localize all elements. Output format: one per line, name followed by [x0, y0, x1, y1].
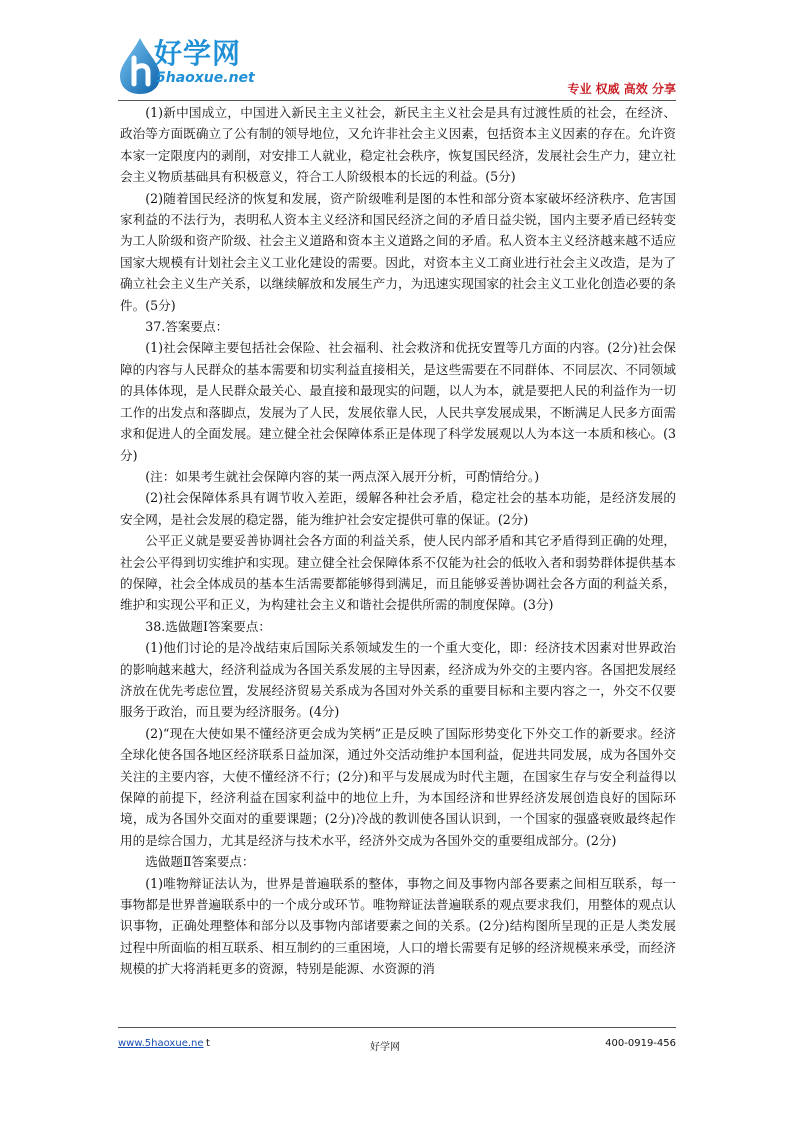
paragraph: (2)随着国民经济的恢复和发展，资产阶级唯利是图的本性和部分资本家破坏经济秩序、危害国家利益的不法行为，表明私人资本主义经济和国民经济之间的矛盾日益尖锐，国内主要矛盾已经转变为工人阶级和资产阶级、社会主义道路和资本主义道路之间的矛盾。私人资本主义经济越来越不适应国家大规模有计划社会主义工业化建设的需要。因此，对资本主义工商业进行社会主义改造，是为了确立社会主义生产关系，以继续解放和发展生产力，为迅速实现国家的社会主义工业化创造必要的条件。(5分)	[120, 190, 676, 313]
page-header	[118, 30, 676, 102]
paragraph: (1)他们讨论的是冷战结束后国际关系领域发生的一个重大变化，即：经济技术因素对世界政治的影响越来越大，经济利益成为各国关系发展的主导因素，经济成为外交的主要内容。各国把发展经济放在优先考虑位置，发展经济贸易关系成为各国对外关系的重要目标和主要内容之一，外交不仅要服务于政治，而且要为经济服务。(4分)	[120, 640, 676, 720]
paragraph: (1)社会保障主要包括社会保险、社会福利、社会救济和优抚安置等几方面的内容。(2分)社会保障的内容与人民群众的基本需要和切实利益直接相关，是这些需要在不同群体、不同层次、不同领域的具体体现，是人民群众最关心、最直接和最现实的问题，以人为本，就是要把人民的利益作为一切工作的出发点和落脚点，发展为了人民，发展依靠人民，人民共享发展成果，不断满足人民多方面需求和促进人的全面发展。建立健全社会保障体系正是体现了科学发展观以人为本这一本质和核心。(3分)	[120, 340, 676, 463]
paragraph: 公平正义就是要妥善协调社会各方面的利益关系，使人民内部矛盾和其它矛盾得到正确的处理，社会公平得到切实维护和实现。建立健全社会保障体系不仅能为社会的低收入者和弱势群体提供基本的保障，社会全体成员的基本生活需要都能够得到满足，而且能够妥善协调社会各方面的利益关系，维护和实现公平和正义，为构建社会主义和谐社会提供所需的制度保障。(3分)	[120, 533, 676, 613]
paragraph: (2)“现在大使如果不懂经济更会成为笑柄”正是反映了国际形势变化下外交工作的新要求。经济全球化使各国各地区经济联系日益加深，通过外交活动维护本国利益，促进共同发展，成为各国外交关注的主要内容，大使不懂经济不行；(2分)和平与发展成为时代主题，在国家生存与安全利益得以保障的前提下，经济利益在国家利益中的地位上升，为本国经济和世界经济发展创造良好的国际环境，成为各国外交面对的重要课题；(2分)冷战的教训使各国认识到，一个国家的强盛衰败最终起作用的是综合国力，尤其是经济与技术水平，经济外交成为各国外交的重要组成部分。(2分)	[120, 725, 676, 848]
site-logo	[118, 30, 258, 100]
header-divider	[118, 100, 676, 101]
section-heading: 选做题Ⅱ答案要点：	[145, 854, 255, 870]
brand-domain: 5haoxue.net	[156, 70, 255, 86]
paragraph: (1)新中国成立，中国进入新民主主义社会，新民主主义社会是具有过渡性质的社会，在经济、政治等方面既确立了公有制的领导地位，又允许非社会主义因素，包括资本主义因素的存在。允许资本家一定限度内的剥削，对安排工人就业，稳定社会秩序，恢复国民经济，发展社会生产力，建立社会主义物质基础具有积极意义，符合工人阶级根本的长远的利益。(5分)	[120, 105, 676, 185]
section-heading: 37.答案要点：	[145, 319, 229, 335]
footer-link-suffix: t	[206, 1038, 210, 1049]
footer-divider	[118, 1027, 676, 1028]
page-footer	[118, 1038, 676, 1056]
paragraph: (2)社会保障体系具有调节收入差距，缓解各种社会矛盾，稳定社会的基本功能，是经济发展的安全网，是社会发展的稳定器，能为维护社会安定提供可靠的保证。(2分)	[120, 490, 676, 527]
brand-name: 好学网	[154, 37, 242, 70]
note: (注：如果考生就社会保障内容的某一两点深入展开分析，可酌情给分。)	[145, 468, 540, 484]
footer-website-link[interactable]: www.5haoxue.ne	[118, 1038, 204, 1049]
footer-phone: 400-0919-456	[605, 1038, 676, 1049]
document-body	[120, 102, 676, 980]
header-slogan: 专业 权威 高效 分享	[567, 82, 676, 96]
footer-site-name: 好学网	[370, 1042, 400, 1053]
section-heading: 38.选做题Ⅰ答案要点：	[145, 618, 271, 634]
paragraph: (1)唯物辩证法认为，世界是普遍联系的整体，事物之间及事物内部各要素之间相互联系，每一事物都是世界普遍联系中的一个成分或环节。唯物辩证法普遍联系的观点要求我们，用整体的观点认识事物，正确处理整体和部分以及事物内部诸要素之间的关系。(2分)结构图所呈现的正是人类发展过程中所面临的相互联系、相互制约的三重困境，人口的增长需要有足够的经济规模来承受，而经济规模的扩大将消耗更多的资源，特别是能源、水资源的消	[120, 875, 676, 977]
